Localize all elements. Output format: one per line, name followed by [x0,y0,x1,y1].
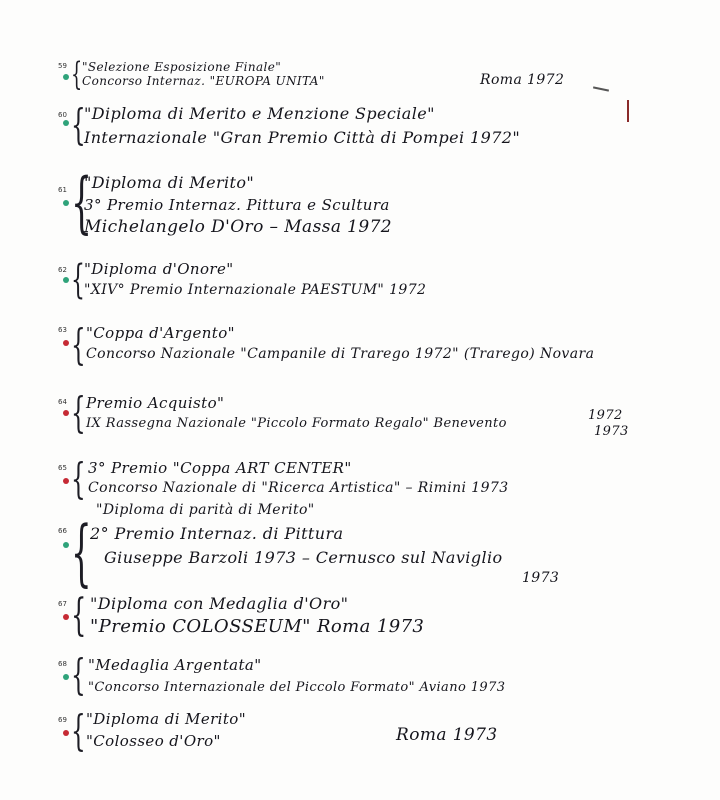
entry-number: 60 [58,111,67,119]
color-dot [63,120,69,126]
entry-line: "Diploma di Merito" [84,173,255,192]
brace: { [71,510,92,594]
entry-line: Giuseppe Barzoli 1973 – Cernusco sul Naviglio [104,548,503,567]
color-dot [63,74,69,80]
color-dot [63,200,69,206]
color-dot [63,614,69,620]
color-dot [63,730,69,736]
entry-line: Concorso Nazionale di "Ricerca Artistica" – Rimini 1973 [88,480,509,496]
entry-number: 61 [58,186,67,194]
entry-line: Roma 1972 [480,72,565,88]
entry-line: "Selezione Esposizione Finale" [82,60,282,74]
color-dot [63,542,69,548]
entry-line: "Concorso Internazionale del Piccolo Formato" Aviano 1973 [88,680,506,695]
brace: { [71,320,86,369]
entry-number: 64 [58,398,67,406]
brace: { [71,454,86,503]
pen-mark [593,86,609,91]
color-dot [63,410,69,416]
brace: { [71,164,92,241]
entry-line: "Colosseo d'Oro" [86,732,221,750]
entry-line: "Diploma di Merito" [86,710,247,728]
entry-line: 2° Premio Internaz. di Pittura [90,524,344,543]
color-dot [63,478,69,484]
brace: { [71,55,83,93]
entry-line: Roma 1973 [396,725,498,745]
entry-line: "Premio COLOSSEUM" Roma 1973 [90,616,425,637]
color-dot [63,340,69,346]
brace: { [71,590,87,641]
brace: { [71,100,86,149]
entry-number: 68 [58,660,67,668]
entry-number: 59 [58,62,67,70]
entry-line: "XIV° Premio Internazionale PAESTUM" 1972 [84,282,427,298]
entry-line: IX Rassegna Nazionale "Piccolo Formato Regalo" Benevento [86,416,507,431]
brace: { [71,650,86,699]
entry-line: "Diploma di Merito e Menzione Speciale" [84,104,435,123]
brace: { [71,706,86,755]
entry-number: 63 [58,326,67,334]
entry-line: 1972 [588,408,623,423]
entry-line: "Diploma d'Onore" [84,260,234,278]
entry-number: 62 [58,266,67,274]
entry-line: "Diploma con Medaglia d'Oro" [90,594,349,613]
color-dot [63,277,69,283]
margin-pen-mark [627,100,629,122]
entry-number: 67 [58,600,67,608]
entry-line: Michelangelo D'Oro – Massa 1972 [84,217,393,237]
brace: { [71,388,86,437]
entry-number: 65 [58,464,67,472]
entry-number: 66 [58,527,67,535]
entry-number: 69 [58,716,67,724]
entry-line: 1973 [522,570,560,586]
entry-line: Premio Acquisto" [86,394,225,412]
entry-line: 3° Premio "Coppa ART CENTER" [88,459,352,477]
entry-line: 3° Premio Internaz. Pittura e Scultura [84,196,390,214]
entry-line: Concorso Internaz. "EUROPA UNITA" [82,74,325,88]
entry-line: "Medaglia Argentata" [88,656,262,674]
entry-line: Internazionale "Gran Premio Città di Pompei 1972" [84,128,521,147]
color-dot [63,674,69,680]
entry-line: Concorso Nazionale "Campanile di Trarego 1972" (Trarego) Novara [86,346,595,362]
entry-line: 1973 [594,424,629,439]
brace: { [71,257,85,303]
entry-line: "Coppa d'Argento" [86,324,235,342]
entry-line: "Diploma di parità di Merito" [96,502,315,518]
